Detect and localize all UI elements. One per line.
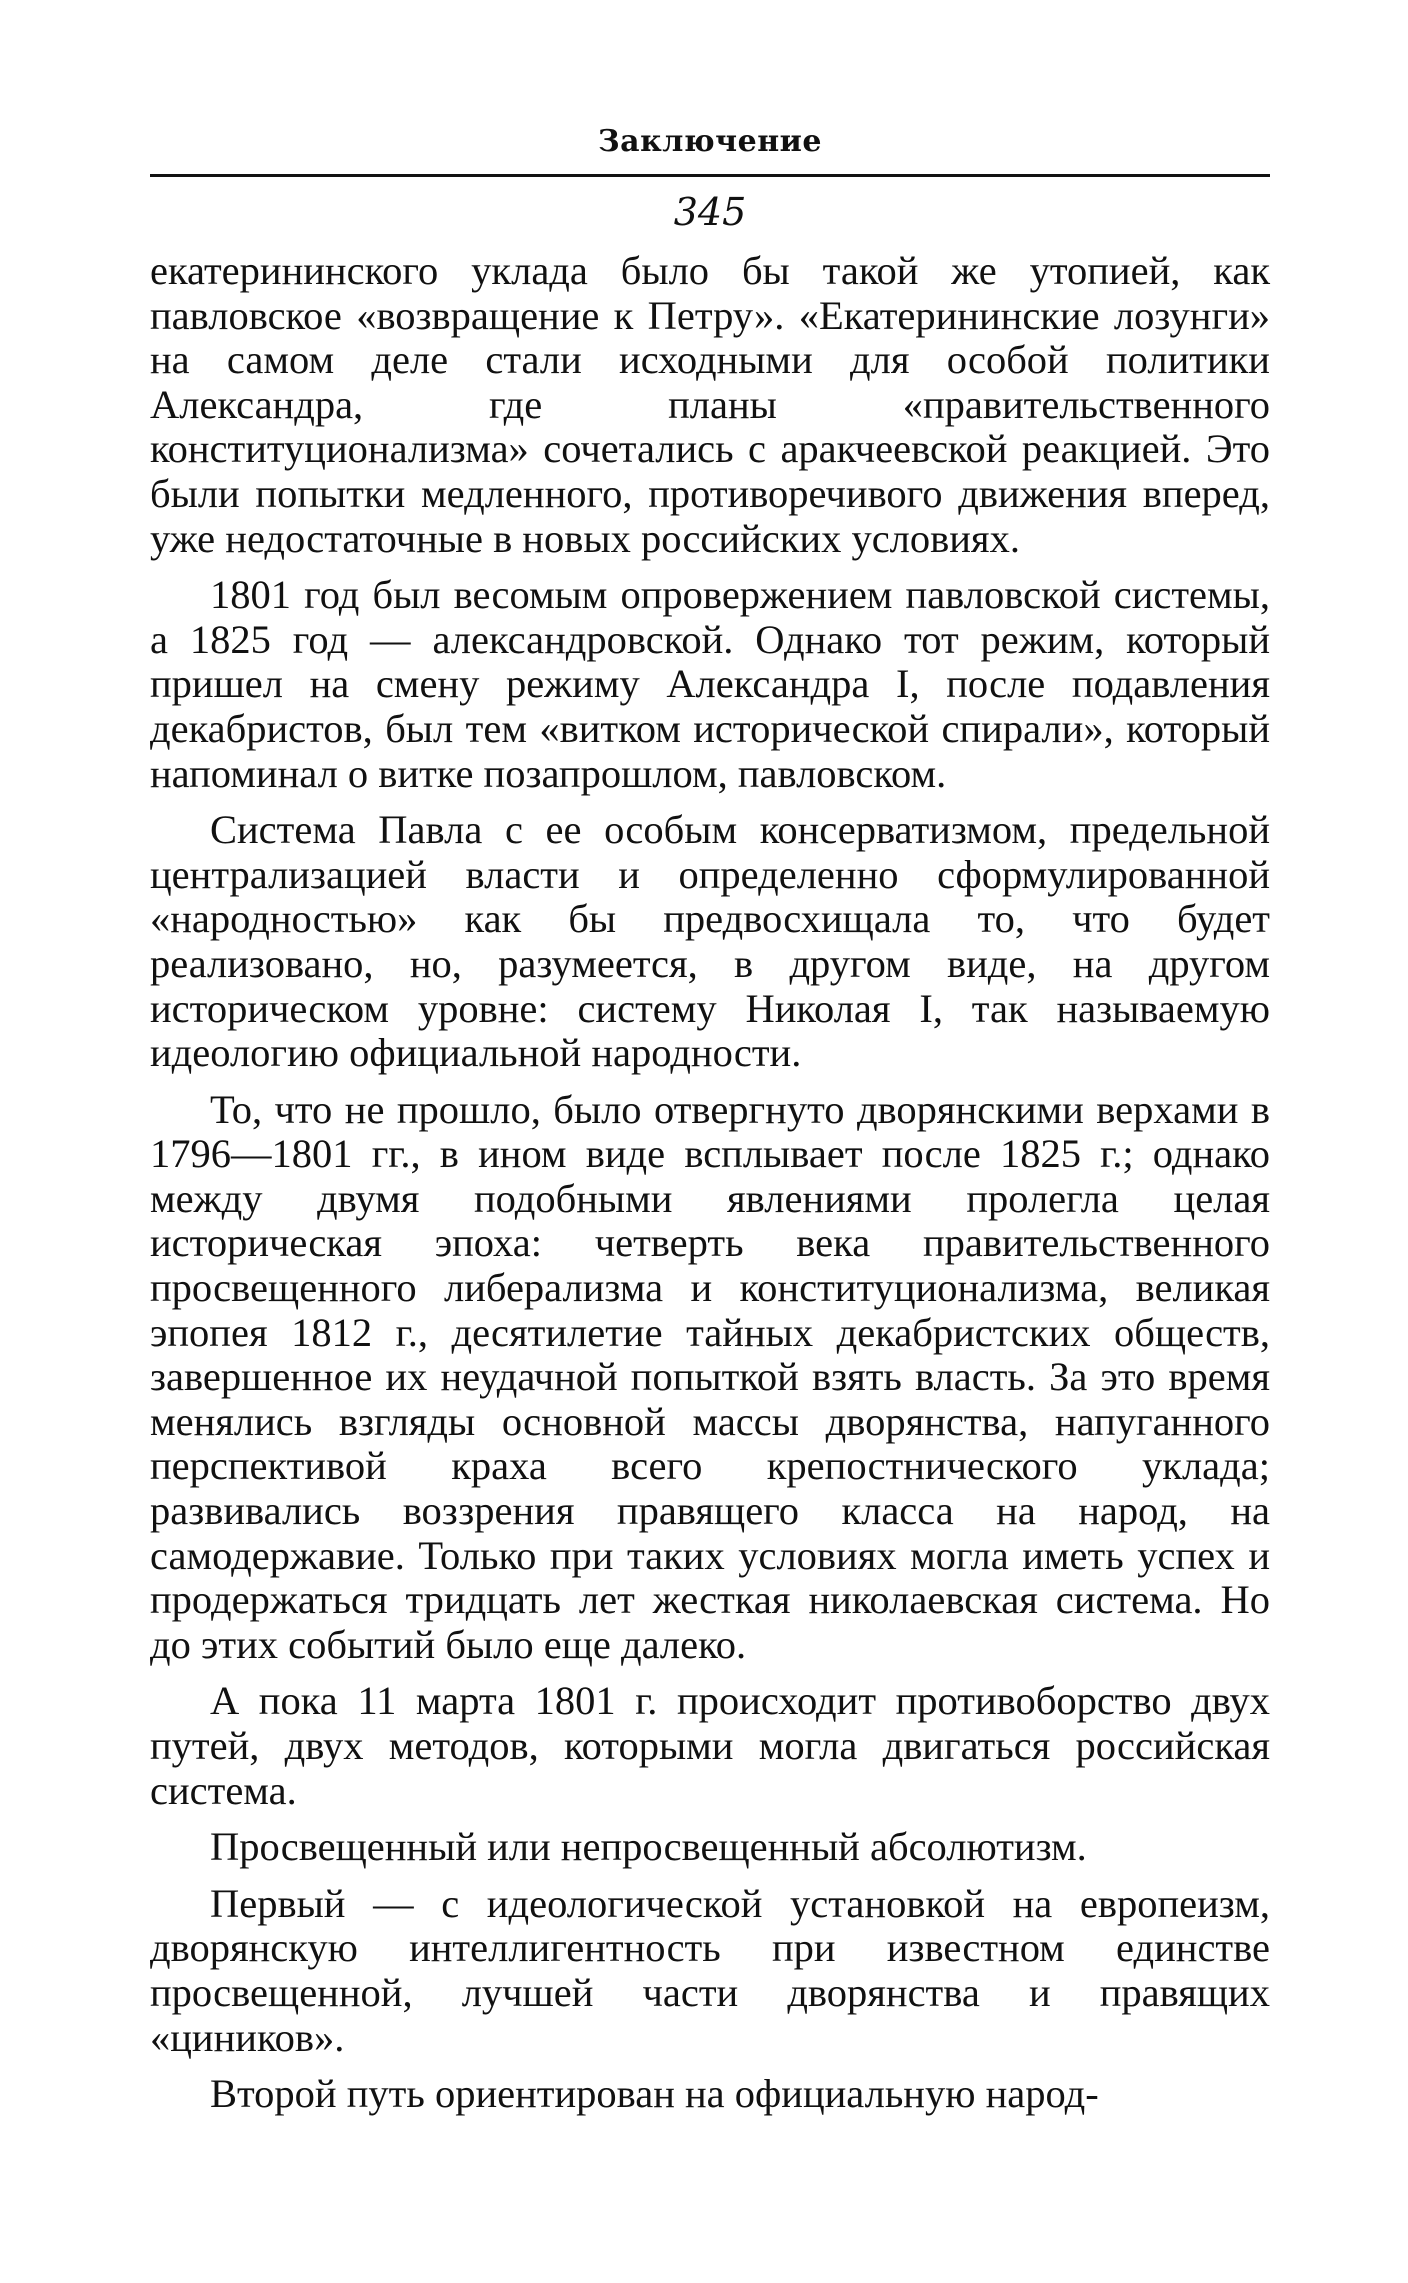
- paragraph: Первый — с идеологической установкой на европеизм, дворянскую интеллигентность при известном единстве просвещенной, лучшей части дворянства и правящих «циников».: [150, 1880, 1270, 2060]
- body-text: [150, 249, 1270, 2117]
- paragraph: То, что не прошло, было отвергнуто дворянскими верхами в 1796—1801 гг., в ином виде всплывает после 1825 г.; однако между двумя подобными явлениями пролегла целая историческая эпоха: четверть века правительственного просвещенного либерализма и конституционализма, великая эпопея 1812 г., десятилетие тайных декабристских обществ, завершенное их неудачной попыткой взять власть. За это время менялись взгляды основной массы дворянства, напуганного перспективой краха всего крепостнического уклада; развивались воззрения правящего класса на народ, на самодержавие. Только при таких условиях могла иметь успех и продержаться тридцать лет жесткая николаевская система. Но до этих событий было еще далеко.: [150, 1086, 1270, 1667]
- header-rule: [150, 174, 1270, 177]
- paragraph-continued: екатерининского уклада было бы такой же утопией, как павловское «возвращение к Петру». «Екатерининские лозунги» на самом деле стали исходными для особой политики Александра, где планы «правительственного конституционализма» сочетались с аракчеевской реакцией. Это были попытки медленного, противоречивого движения вперед, уже недостаточные в новых российских условиях.: [150, 248, 1270, 561]
- paragraph: А пока 11 марта 1801 г. происходит противоборство двух путей, двух методов, которыми могла двигаться российская система.: [150, 1678, 1270, 1813]
- paragraph: 1801 год был весомым опровержением павловской системы, а 1825 год — александровской. Однако тот режим, который пришел на смену режиму Александра I, после подавления декабристов, был тем «витком исторической спирали», который напоминал о витке позапрошлом, павловском.: [150, 572, 1270, 796]
- paragraph: Просвещенный или непросвещенный абсолютизм.: [210, 1824, 1087, 1870]
- book-page: [150, 118, 1270, 2129]
- running-title: Заключение: [598, 124, 822, 159]
- paragraph: Второй путь ориентирован на официальную народ-: [210, 2071, 1099, 2117]
- page-number: 345: [673, 190, 747, 234]
- paragraph: Система Павла с ее особым консерватизмом, предельной централизацией власти и определенно сформулированной «народностью» как бы предвосхищала то, что будет реализовано, но, разумеется, в другом виде, на другом историческом уровне: систему Николая I, так называемую идеологию официальной народности.: [150, 807, 1270, 1076]
